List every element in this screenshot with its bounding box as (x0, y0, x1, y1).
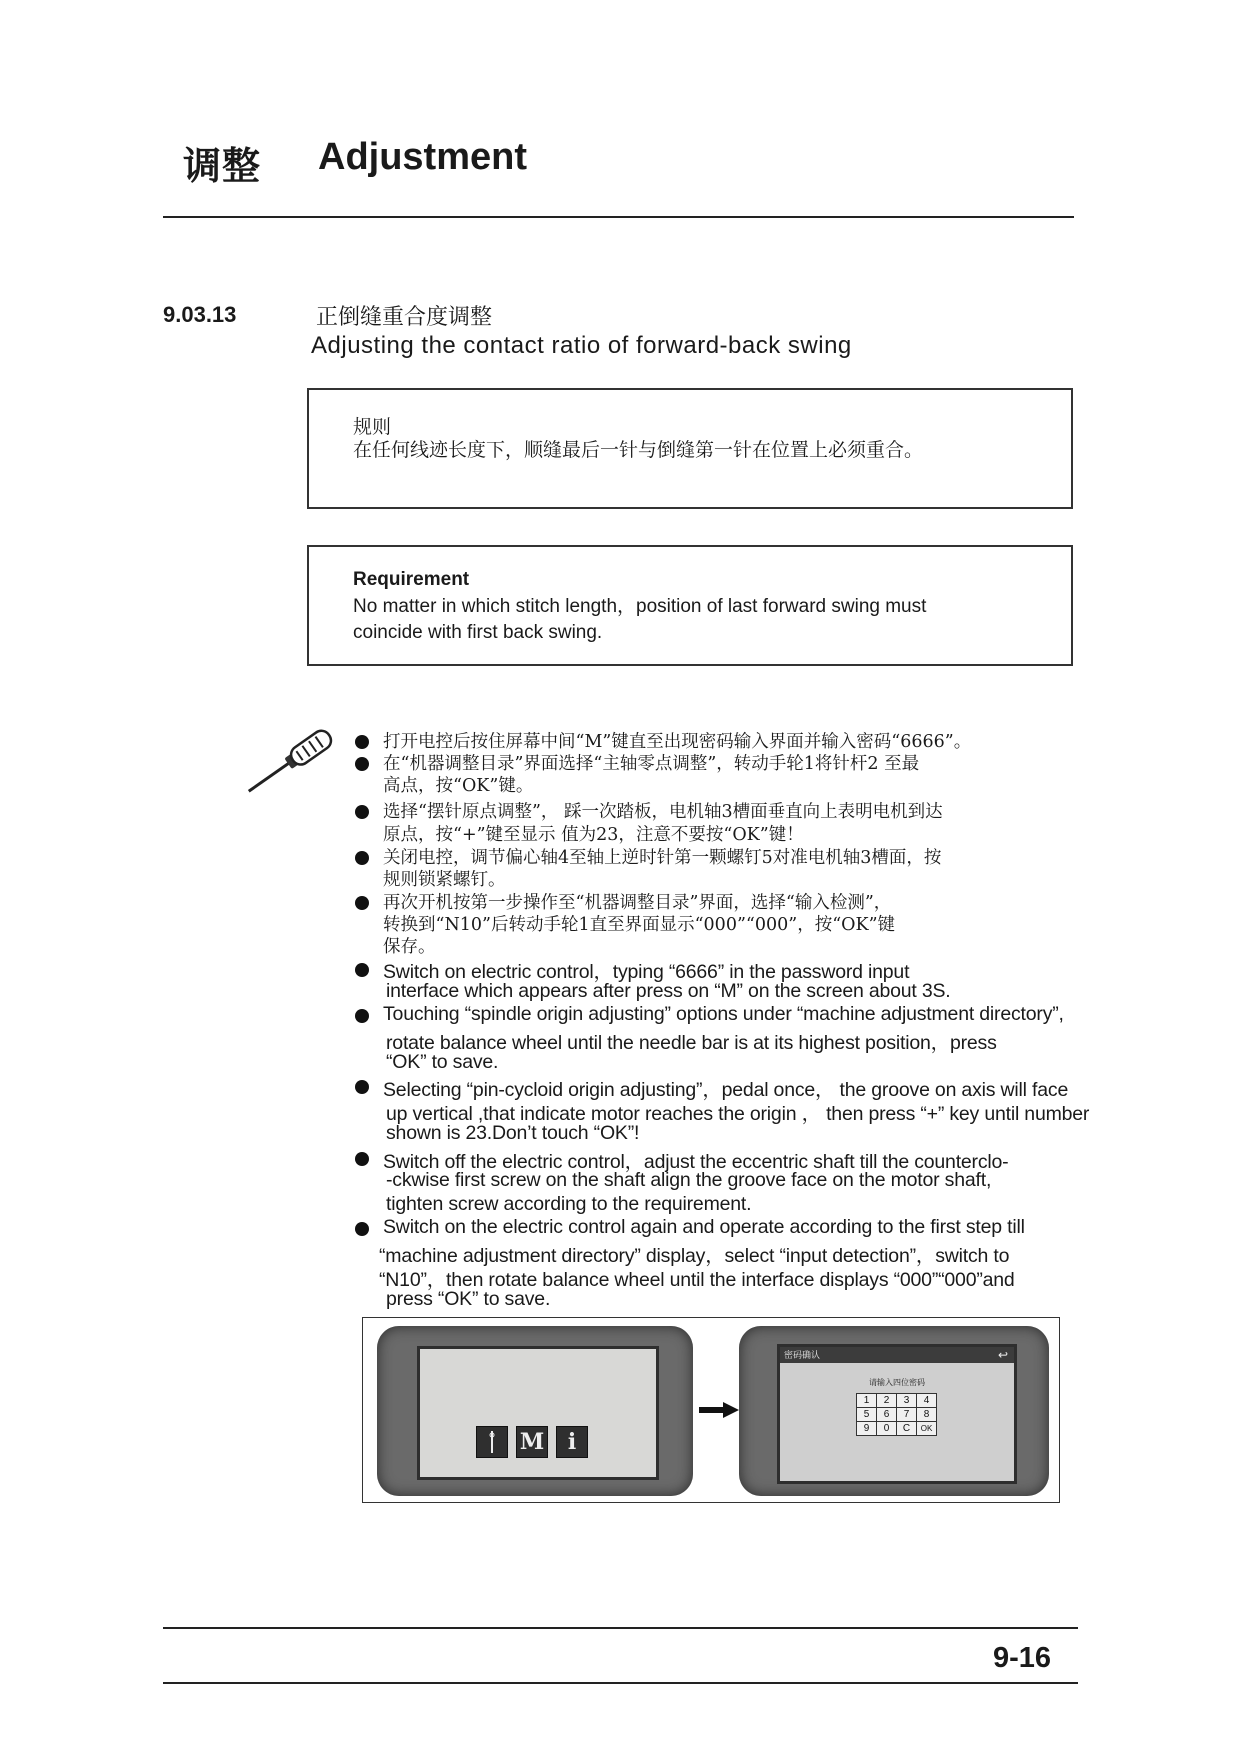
step-zh-line: 选择“摆针原点调整”， 踩一次踏板，电机轴3槽面垂直向上表明电机到达 (383, 802, 943, 822)
step-en-line: press “OK” to save. (386, 1288, 551, 1310)
screen-titlebar (780, 1347, 1014, 1363)
password-prompt: 请输入四位密码 (869, 1378, 925, 1387)
step-en-line: -ckwise first screw on the shaft align the groove face on the motor shaft, (386, 1169, 992, 1191)
chapter-title-zh: 调整 (183, 146, 262, 188)
screen-display (417, 1346, 659, 1480)
requirement-line: coincide with first back swing. (353, 622, 603, 643)
bullet (355, 896, 369, 910)
keypad-key[interactable]: 0 (876, 1421, 897, 1436)
step-zh-line: 在“机器调整目录”界面选择“主轴零点调整”，转动手轮1将针杆2 至最 (383, 754, 920, 774)
keypad-key[interactable]: 2 (876, 1393, 897, 1408)
control-panel-figure (362, 1317, 1060, 1503)
step-en-line: Switch on the electric control again and operate according to the first step till (383, 1216, 1025, 1238)
keypad-key[interactable]: 6 (876, 1407, 897, 1422)
step-zh-line: 转换到“N10”后转动手轮1直至界面显示“000”“000”，按“OK”键 (383, 915, 896, 935)
section-title-zh: 正倒缝重合度调整 (316, 305, 493, 330)
bullet (355, 1222, 369, 1236)
step-en-line: Touching “spindle origin adjusting” options under “machine adjustment directory”, (383, 1003, 1064, 1025)
requirement-line: No matter in which stitch length，position of last forward swing must (353, 596, 927, 617)
step-en-line: up vertical ,that indicate motor reaches the origin ， then press “+” key until number (386, 1103, 1090, 1125)
step-en-line: interface which appears after press on “M” on the screen about 3S. (386, 980, 951, 1002)
section-title-en: Adjusting the contact ratio of forward-back swing (311, 332, 852, 359)
step-en-line: shown is 23.Don’t touch “OK”! (386, 1122, 640, 1144)
step-zh-line: 关闭电控，调节偏心轴4至轴上逆时针第一颗螺钉5对准电机轴3槽面，按 (383, 848, 942, 868)
step-zh-line: 打开电控后按住屏幕中间“M”键直至出现密码输入界面并输入密码“6666”。 (383, 732, 972, 752)
info-key-button[interactable]: i (556, 1426, 588, 1458)
keypad-key[interactable]: 1 (856, 1393, 877, 1408)
step-en-line: Switch on electric control，typing “6666” in the password input (383, 961, 910, 983)
keypad-key[interactable]: 3 (896, 1393, 917, 1408)
screen-display (777, 1344, 1017, 1484)
section-number: 9.03.13 (163, 302, 237, 327)
bullet (355, 757, 369, 771)
keypad-key[interactable]: 8 (916, 1407, 937, 1422)
needle-icon (476, 1426, 508, 1458)
bullet (355, 1009, 369, 1023)
step-en-line: Selecting “pin-cycloid origin adjusting”，pedal once， the groove on axis will face (383, 1079, 1069, 1101)
rule-box (307, 388, 1073, 509)
bullet (355, 1080, 369, 1094)
control-screen-password (739, 1326, 1049, 1496)
step-zh-line: 原点，按“+”键至显示 值为23，注意不要按“OK”键！ (383, 825, 804, 845)
bullet (355, 805, 369, 819)
requirement-heading: Requirement (353, 569, 470, 590)
password-screen-title: 密码确认 (784, 1350, 821, 1360)
step-en-line: “OK” to save. (386, 1051, 499, 1073)
bullet (355, 735, 369, 749)
keypad-key[interactable]: 4 (916, 1393, 937, 1408)
rule-heading: 规则 (353, 416, 392, 438)
keypad-ok-key[interactable]: OK (916, 1421, 937, 1436)
keypad-key[interactable]: 9 (856, 1421, 877, 1436)
footer-rule-bottom (163, 1682, 1078, 1684)
screwdriver-icon (236, 728, 344, 798)
header-rule (163, 216, 1074, 218)
m-key-button[interactable]: M (516, 1426, 548, 1458)
step-en-line: tighten screw according to the requirement. (386, 1193, 752, 1215)
arrow-right-icon (699, 1402, 739, 1418)
back-icon[interactable]: ↩ (997, 1348, 1008, 1362)
keypad-key[interactable]: 5 (856, 1407, 877, 1422)
keypad-key[interactable]: 7 (896, 1407, 917, 1422)
step-zh-line: 规则锁紧螺钉。 (383, 870, 506, 890)
page-number: 9-16 (993, 1642, 1052, 1674)
bullet (355, 1152, 369, 1166)
step-zh-line: 高点，按“OK”键。 (383, 776, 534, 796)
control-screen-main (377, 1326, 693, 1496)
step-en-line: “machine adjustment directory” display，select “input detection”，switch to (379, 1245, 1010, 1267)
step-en-line: Switch off the electric control，adjust the eccentric shaft till the counterclo- (383, 1151, 1009, 1173)
footer-rule-top (163, 1627, 1078, 1629)
step-zh-line: 再次开机按第一步操作至“机器调整目录”界面，选择“输入检测”， (383, 893, 892, 913)
requirement-box (307, 545, 1073, 666)
bullet (355, 963, 369, 977)
step-zh-line: 保存。 (383, 937, 436, 957)
keypad-key[interactable]: C (896, 1421, 917, 1436)
step-en-line: “N10”，then rotate balance wheel until the interface displays “000”“000”and (379, 1269, 1015, 1291)
chapter-title-en: Adjustment (318, 136, 527, 178)
step-en-line: rotate balance wheel until the needle bar is at its highest position，press (386, 1032, 997, 1054)
bullet (355, 851, 369, 865)
rule-text: 在任何线迹长度下，顺缝最后一针与倒缝第一针在位置上必须重合。 (353, 439, 924, 461)
